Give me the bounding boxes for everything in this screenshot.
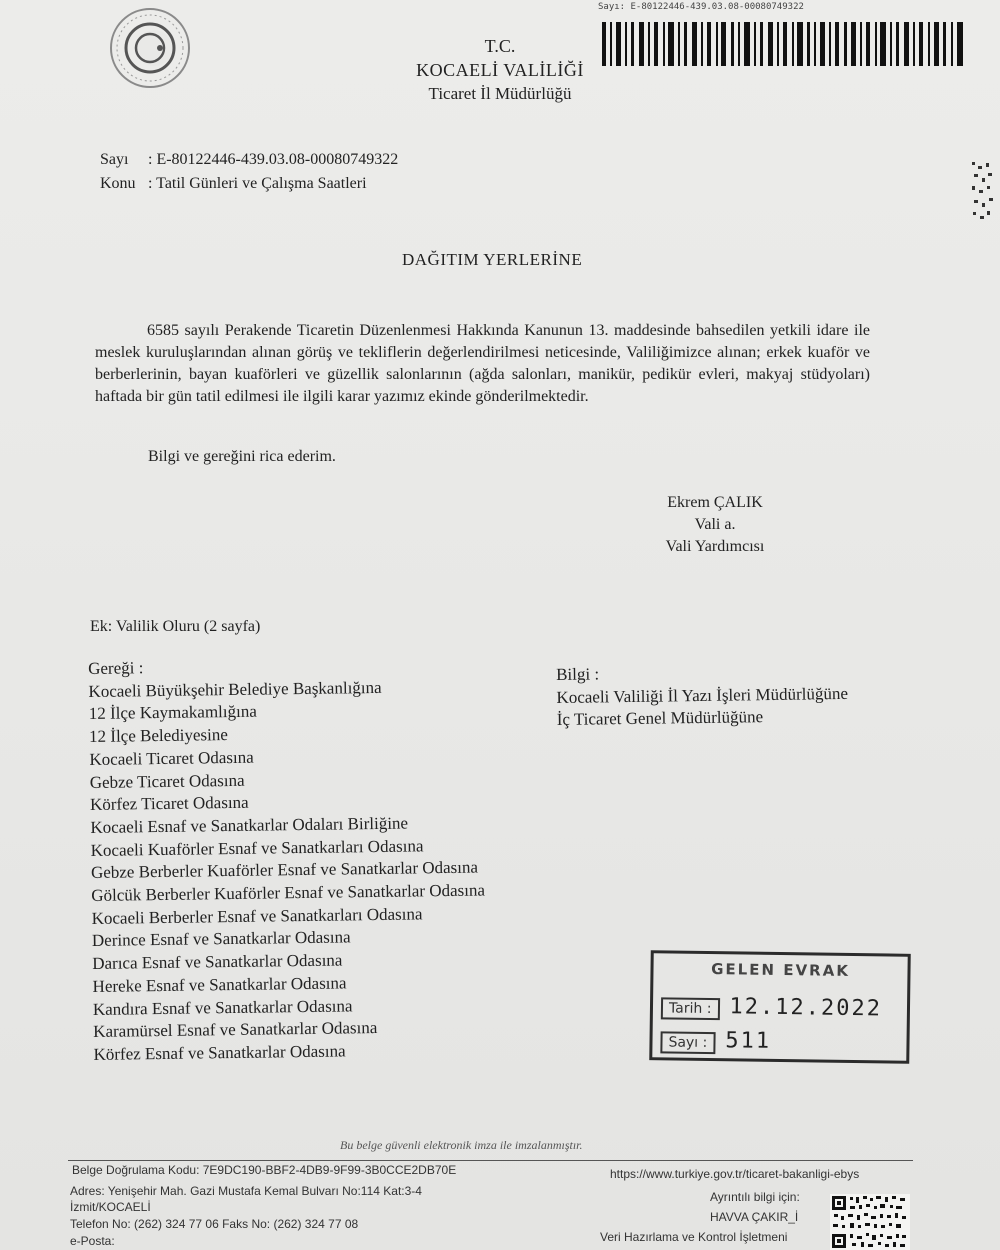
distribution-list-bilgi [556,660,848,732]
gereği-heading: Gereği : [88,658,144,678]
qr-code [830,1194,910,1250]
list-item: Hereke Esnaf ve Sanatkarlar Odasına [92,973,347,996]
konu-value: : Tatil Günleri ve Çalışma Saatleri [148,175,367,192]
list-item: Gölcük Berberler Kuaförler Esnaf ve Sanatkarlar Odasına [91,880,486,906]
city-line: İzmit/KOCAELİ [70,1200,151,1214]
addressee: DAĞITIM YERLERİNE [402,250,583,269]
list-item: Darıca Esnaf ve Sanatkarlar Odasına [92,950,343,974]
header-tc: T.C. [484,36,516,56]
phone-line: Telefon No: (262) 324 77 06 Faks No: (262) 324 77 08 [70,1217,359,1231]
list-item: Kocaeli Berberler Esnaf ve Sanatkarları Odasına [91,904,423,928]
konu-label: Konu [100,175,136,192]
list-item: Kandıra Esnaf ve Sanatkarlar Odasına [92,995,353,1019]
stamp-sayi-label: Sayı : [660,1031,715,1054]
signer-name: Ekrem ÇALIK [667,494,763,511]
verification-url: https://www.turkiye.gov.tr/ticaret-bakanligi-ebys [610,1167,860,1181]
sayi-value: : E-80122446-439.03.08-00080749322 [148,151,399,168]
institution-header [380,34,620,106]
list-item: Karamürsel Esnaf ve Sanatkarlar Odasına [93,1018,378,1042]
list-item: Gebze Berberler Kuaförler Esnaf ve Sanatkarlar Odasına [90,857,479,883]
contact-role: Veri Hazırlama ve Kontrol İşletmeni [600,1230,788,1244]
distribution-list-gereği [88,653,487,1067]
email-line: e-Posta: [70,1234,115,1248]
list-item: Kocaeli Valiliği İl Yazı İşleri Müdürlüğüne [556,683,849,707]
verification-code: Belge Doğrulama Kodu: 7E9DC190-BBF2-4DB9-9F99-3B0CCE2DB70E [72,1163,457,1177]
list-item: Körfez Ticaret Odasına [89,792,249,815]
barcode [600,22,970,66]
closing-line: Bilgi ve gereğini rica ederim. [148,448,336,465]
incoming-document-stamp [649,950,911,1064]
list-item: Kocaeli Büyükşehir Belediye Başkanlığına [88,677,382,701]
attachment-note: Ek: Valilik Oluru (2 sayfa) [90,618,261,635]
sayi-label: Sayı [100,151,129,168]
header-valilik: KOCAELİ VALİLİĞİ [416,60,584,80]
esign-note: Bu belge güvenli elektronik imza ile imzalanmıştır. [340,1138,583,1152]
edge-label-artifact [968,158,998,228]
signer-position: Vali Yardımcısı [665,538,765,555]
signature-block [640,492,790,558]
contact-name: HAVVA ÇAKIR_İ [710,1210,799,1224]
ministry-seal-logo [110,8,190,88]
signer-title: Vali a. [694,516,736,533]
bilgi-heading: Bilgi : [556,664,600,684]
barcode-caption: Sayı: E-80122446-439.03.08-00080749322 [598,2,804,12]
list-item: 12 İlçe Kaymakamlığına [88,702,257,724]
stamp-title: GELEN EVRAK [711,960,851,980]
list-item: Kocaeli Esnaf ve Sanatkarlar Odaları Birliğine [90,813,409,837]
list-item: Gebze Ticaret Odasına [89,770,245,792]
list-item: 12 İlçe Belediyesine [88,725,228,747]
info-label: Ayrıntılı bilgi için: [710,1190,800,1204]
footer-divider [68,1160,913,1161]
stamp-sayi-value: 511 [725,1028,772,1054]
address-line: Adres: Yenişehir Mah. Gazi Mustafa Kemal Bulvarı No:114 Kat:3-4 [70,1184,422,1198]
list-item: Derince Esnaf ve Sanatkarlar Odasına [91,927,351,951]
list-item: Kocaeli Kuaförler Esnaf ve Sanatkarları Odasına [90,835,424,860]
list-item: İç Ticaret Genel Müdürlüğüne [556,707,764,730]
body-paragraph: 6585 sayılı Perakende Ticaretin Düzenlenmesi Hakkında Kanunun 13. maddesinde bahsedilen yetkili idare ile meslek kuruluşlarından alınan görüş ve tekliflerin değerlendirilmesi neticesinde, Valiliğimizce alınan; erkek kuaför ve berberlerinin, bayan kuaförleri ve güzellik salonlarının (ağda salonları, manikür, pedikür evleri, makyaj stüdyoları) haftada bir gün tatil edilmesi ile ilgili karar yazımız ekinde gönderilmektedir. [95,322,870,405]
list-item: Kocaeli Ticaret Odasına [89,747,254,769]
list-item: Körfez Esnaf ve Sanatkarlar Odasına [93,1041,346,1064]
document-meta [100,148,398,196]
stamp-date-label: Tarih : [661,997,720,1020]
header-mudurluk: Ticaret İl Müdürlüğü [428,84,572,103]
stamp-date-value: 12.12.2022 [729,994,883,1022]
